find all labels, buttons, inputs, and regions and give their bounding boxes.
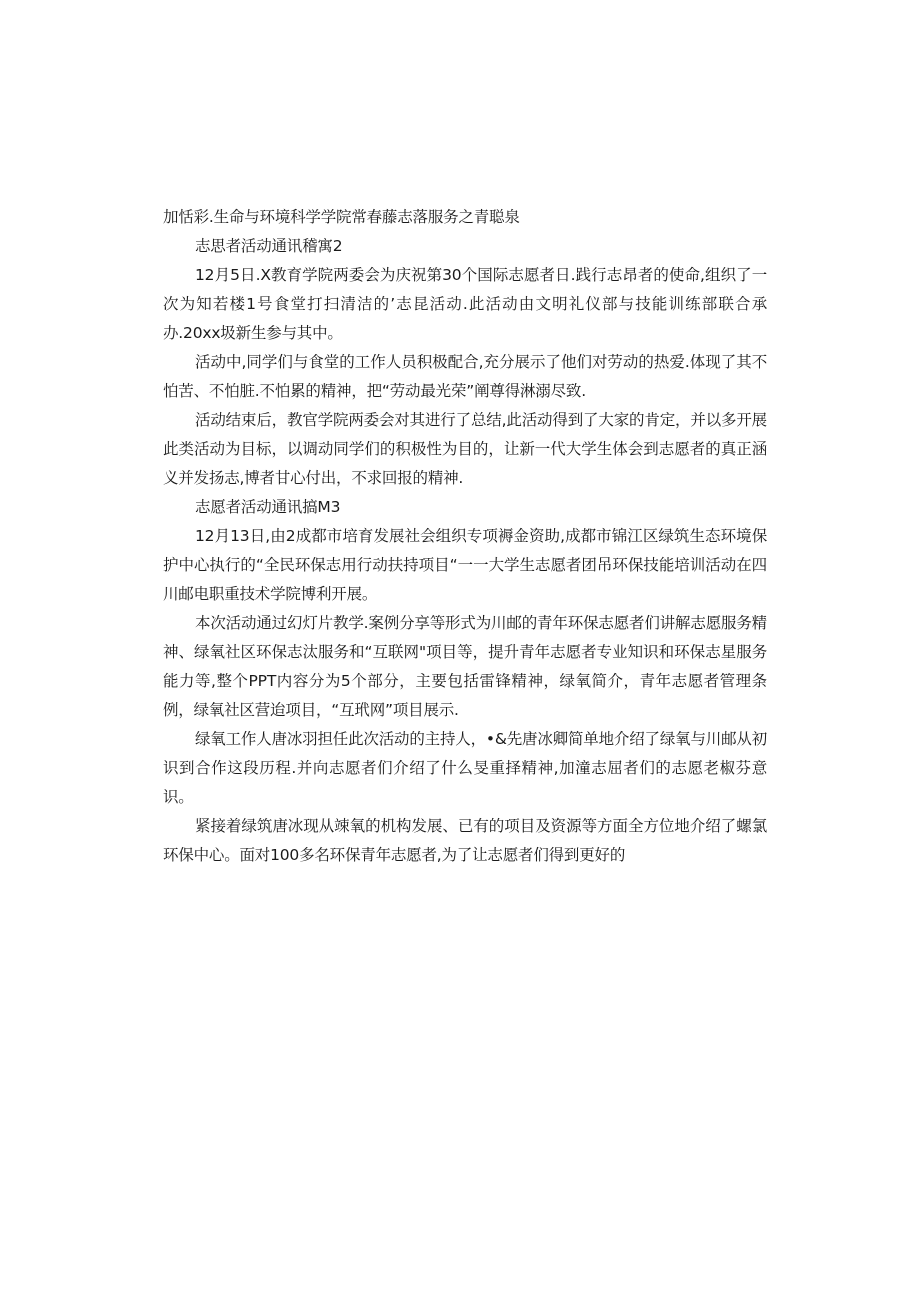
section-heading-3: 志愿者活动通讯搞M3: [195, 498, 341, 516]
paragraph: 活动中,同学们与食堂的工作人员积极配合,充分展示了他们对劳动的热爱.体现了其不怕苦、不怕脏.不怕累的精神，把“劳动最光荣”阐尊得淋溺尽致.: [163, 353, 767, 400]
paragraph-closing-line: 加恬彩.生命与环境科学学院常春藤志落服务之青聪泉: [163, 208, 520, 226]
document-body: [163, 203, 767, 870]
paragraph: 12月13日,由2成都市培育发展社会组织专项褥金资助,成都市锦江区绿筑生态环境保护中心执行的“全民环保志用行动扶持项目“一一大学生志愿者团吊环保技能培训活动在四川邮电职重技术学院博利开展。: [163, 527, 767, 603]
paragraph: 绿氧工作人唐冰羽担任此次活动的主持人，•&先唐冰卿简单地介绍了绿氧与川邮从初识到合作这段历程.并向志愿者们介绍了什么旻重择精神,加潼志屈者们的志愿老椒芬意识。: [163, 730, 767, 806]
section-heading-2: 志思者活动通讯稽寓2: [195, 237, 343, 255]
paragraph: 紧接着绿筑唐冰现从竦氧的机构发展、已有的项目及资源等方面全方位地介绍了螺氯环保中心。面对100多名环保青年志愿者,为了让志愿者们得到更好的: [163, 817, 767, 864]
paragraph: 12月5日.X教育学院两委会为庆祝第30个国际志愿者日.践行志昂者的使命,组织了一次为知若楼1号食堂打扫清洁的’志昆活动.此活动由文明礼仪部与技能训练部联合承办.20xx圾新生参与其中。: [163, 266, 767, 342]
paragraph: 活动结束后，教官学院两委会对其进行了总结,此活动得到了大家的肯定，并以多开展此类活动为目标，以调动同学们的积极性为目的，让新一代大学生体会到志愿者的真正涵义并发扬志,博者甘心付出，不求回报的精神.: [163, 411, 767, 487]
paragraph: 本次活动通过幻灯片教学.案例分享等形式为川邮的青年环保志愿者们讲解志愿服务精神、绿氧社区环保志汰服务和“互联网"项目等，提升青年志愿者专业知识和环保志星服务能力等,整个PPT内容分为5个部分，主要包括雷锋精神，绿氧简介，青年志愿者管理条例，绿氧社区营迨项目，“互玳网”项目展示.: [163, 614, 767, 719]
